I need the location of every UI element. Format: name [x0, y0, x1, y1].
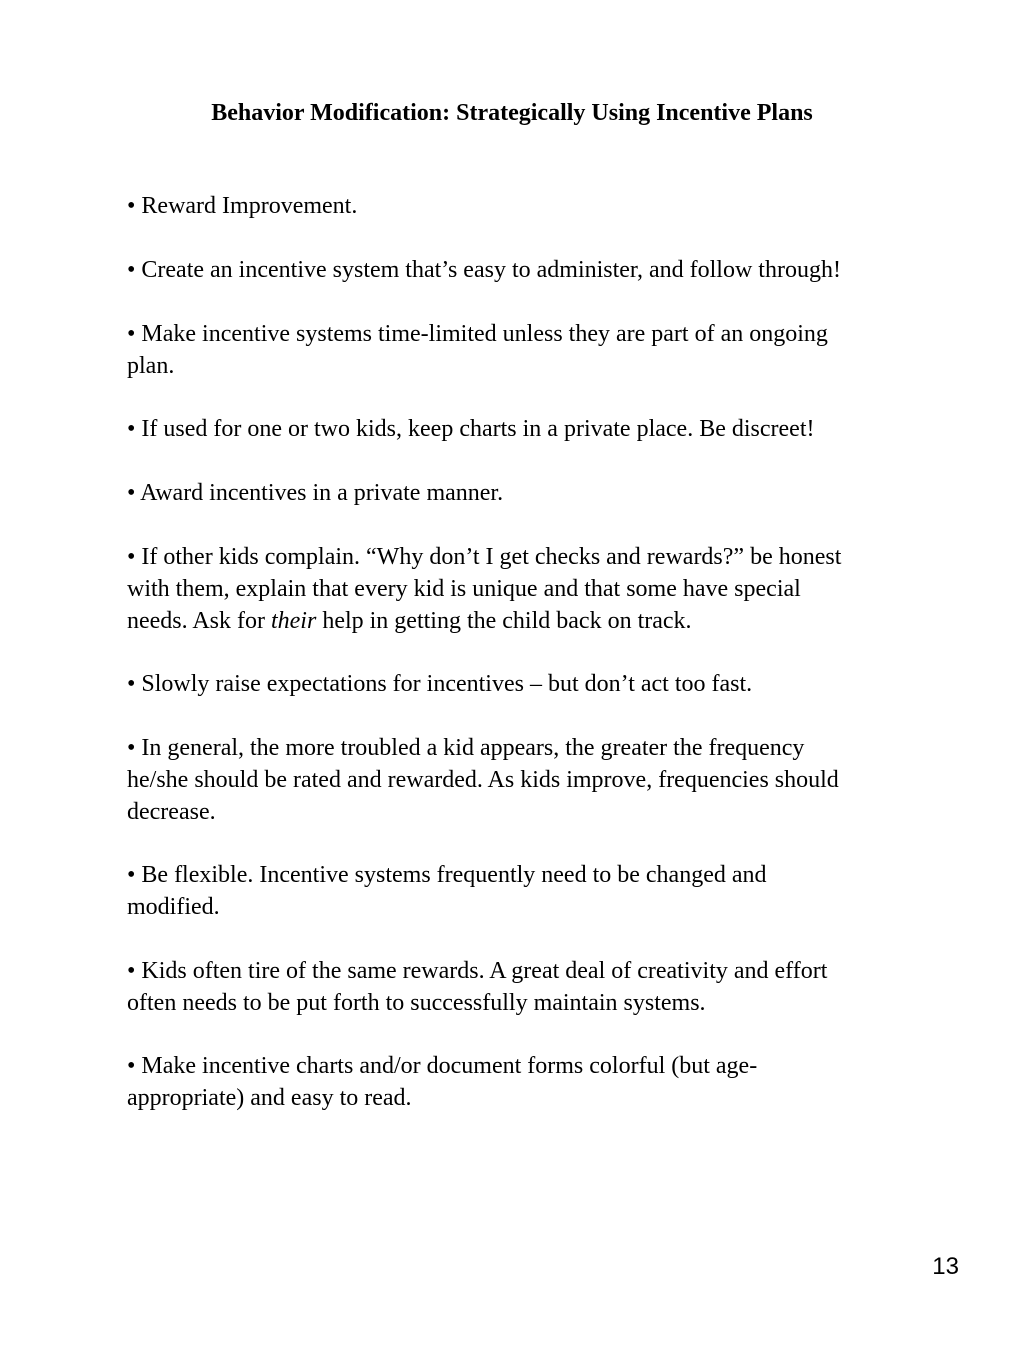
list-item-line: decrease.: [127, 799, 216, 825]
list-item: [127, 190, 939, 222]
list-item-line: plan.: [127, 353, 175, 379]
list-item: [127, 541, 939, 637]
list-item-line: • Make incentive charts and/or document forms colorful (but age-: [127, 1053, 758, 1079]
list-item: [127, 318, 939, 382]
line-text: needs. Ask for: [127, 608, 271, 634]
list-item-line: modified.: [127, 894, 220, 920]
list-item-line: with them, explain that every kid is unique and that some have special: [127, 576, 801, 602]
list-item-line: • Slowly raise expectations for incentives – but don’t act too fast.: [127, 671, 753, 697]
list-item-line: • In general, the more troubled a kid appears, the greater the frequency: [127, 735, 805, 761]
list-item: [127, 955, 939, 1019]
page-title: Behavior Modification: Strategically Using Incentive Plans: [211, 100, 813, 126]
list-item-line: • Kids often tire of the same rewards. A great deal of creativity and effort: [127, 958, 828, 984]
list-item: [127, 254, 939, 286]
list-item: [127, 413, 939, 445]
list-item-line: • Make incentive systems time-limited unless they are part of an ongoing: [127, 321, 828, 347]
list-item-line: appropriate) and easy to read.: [127, 1085, 412, 1111]
list-item-line: • Be flexible. Incentive systems frequently need to be changed and: [127, 862, 767, 888]
list-item-line: • Create an incentive system that’s easy to administer, and follow through!: [127, 257, 841, 283]
list-item-line: [127, 605, 939, 637]
list-item: [127, 668, 939, 700]
emphasized-word: their: [270, 608, 317, 634]
list-item: [127, 859, 939, 923]
list-item-line: • If used for one or two kids, keep charts in a private place. Be discreet!: [127, 416, 815, 442]
list-item-line: • Award incentives in a private manner.: [127, 480, 504, 506]
list-item: [127, 1050, 939, 1114]
list-item: [127, 477, 939, 509]
list-item-line: often needs to be put forth to successfully maintain systems.: [127, 990, 706, 1016]
list-item-line: • If other kids complain. “Why don’t I get checks and rewards?” be honest: [127, 544, 842, 570]
list-item: [127, 732, 939, 828]
page-number: 13: [932, 1253, 959, 1280]
list-item-line: • Reward Improvement.: [127, 193, 358, 219]
list-item-line: he/she should be rated and rewarded. As kids improve, frequencies should: [127, 767, 839, 793]
line-text: help in getting the child back on track.: [316, 608, 692, 634]
